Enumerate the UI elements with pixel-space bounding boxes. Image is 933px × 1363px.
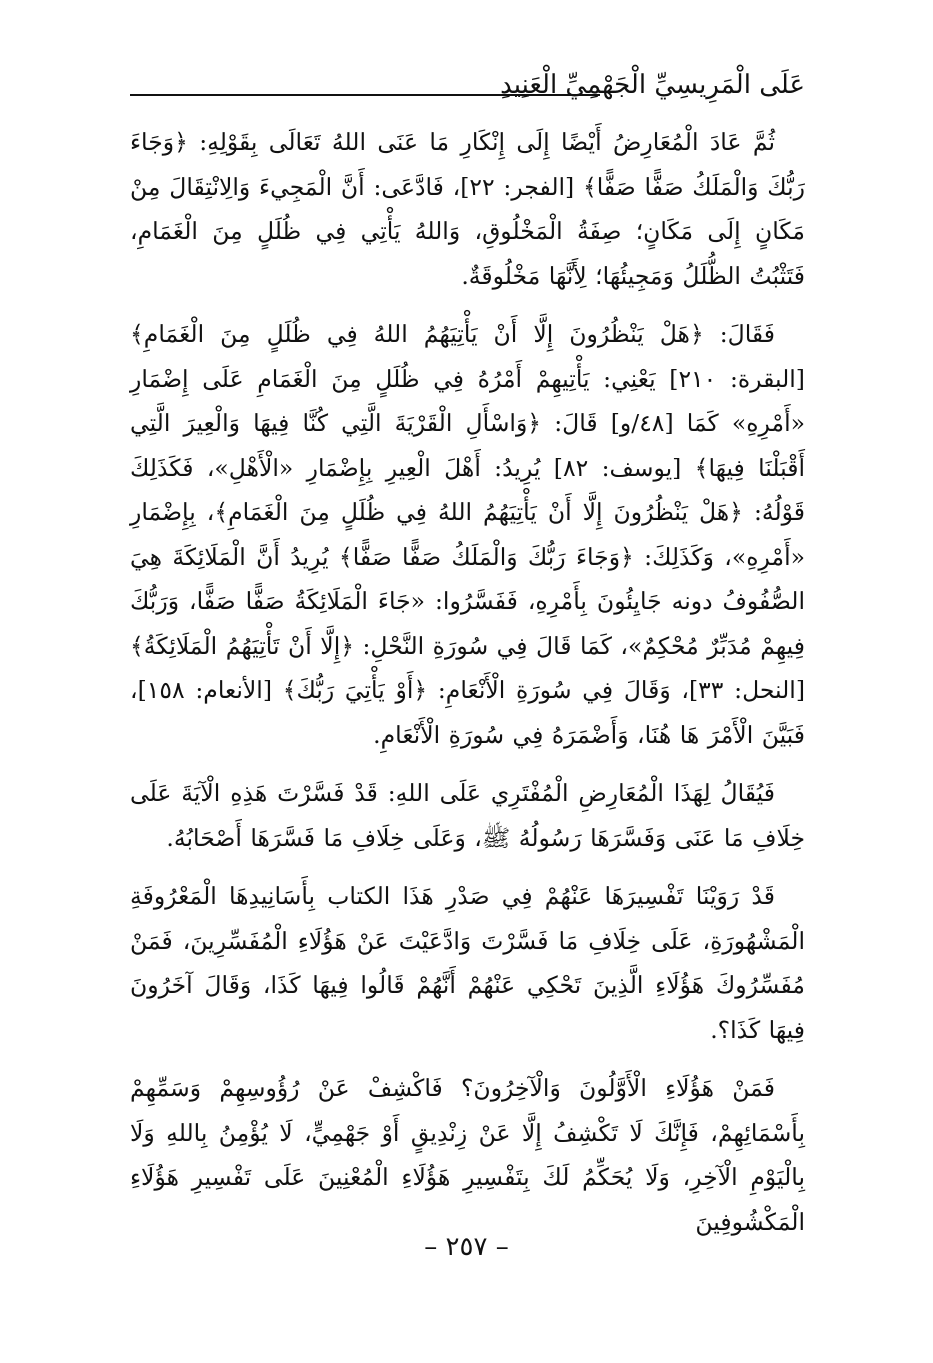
header-rule — [130, 94, 600, 96]
running-header — [130, 66, 805, 106]
paragraph-2: فَقَالَ: ﴿هَلْ يَنْظُرُونَ إِلَّا أَنْ يَأْتِيَهُمُ اللهُ فِي ظُلَلٍ مِنَ الْغَمَامِ﴾ [البقرة: ٢١٠] يَعْنِي: يَأْتِيهِمْ أَمْرُهُ فِي ظُلَلٍ مِنَ الْغَمَامِ عَلَى إِضْمَارِ «أَمْرِهِ» كَمَا [٤٨/و] قَالَ: ﴿وَاسْأَلِ الْقَرْيَةَ الَّتِي كُنَّا فِيهَا وَالْعِيرَ الَّتِي أَقْبَلْنَا فِيهَا﴾ [يوسف: ٨٢] يُرِيدُ: أَهْلَ الْعِيرِ بِإِضْمَارِ «الْأَهْلِ»، فَكَذَلِكَ قَوْلُهُ: ﴿هَلْ يَنْظُرُونَ إِلَّا أَنْ يَأْتِيَهُمُ اللهُ فِي ظُلَلٍ مِنَ الْغَمَامِ﴾، بِإِضْمَارِ «أَمْرِهِ»، وَكَذَلِكَ: ﴿وَجَاءَ رَبُّكَ وَالْمَلَكُ صَفًّا صَفًّا﴾ يُرِيدُ أَنَّ الْمَلَائِكَةَ هِيَ الصُّفُوفُ دونه جَايِئُونَ بِأَمْرِهِ، فَفَسَّرُوا: «جَاءَ الْمَلَائِكَةُ صَفًّا صَفًّا، وَرَبُّكَ فِيهِمْ مُدَبِّرٌ مُحْكِمٌ»، كَمَا قَالَ فِي سُورَةِ النَّحْلِ: ﴿إِلَّا أَنْ تَأْتِيَهُمُ الْمَلَائِكَةُ﴾ [النحل: ٣٣]، وَقَالَ فِي سُورَةِ الْأَنْعَامِ: ﴿أَوْ يَأْتِيَ رَبُّكَ﴾ [الأنعام: ١٥٨]، فَبَيَّنَ الْأَمْرَ هَا هُنَا، وَأَضْمَرَهُ فِي سُورَةِ الْأَنْعَامِ. — [130, 320, 805, 749]
paragraph-1: ثُمَّ عَادَ الْمُعَارِضُ أَيْضًا إِلَى إِنْكَارِ مَا عَنَى اللهُ تَعَالَى بِقَوْلِهِ: ﴿وَجَاءَ رَبُّكَ وَالْمَلَكُ صَفًّا صَفًّا﴾ [الفجر: ٢٢]، فَادَّعَى: أَنَّ الْمَجِيءَ وَالِانْتِقَالَ مِنْ مَكَانٍ إِلَى مَكَانٍ؛ صِفَةُ الْمَخْلُوقِ، وَاللهُ يَأْتِي فِي ظُلَلٍ مِنَ الْغَمَامِ، فَتَثْبُتُ الظُّلَلُ وَمَجِيئُهَا؛ لِأَنَّهَا مَخْلُوقَةٌ. — [130, 128, 805, 290]
paragraph-5: فَمَنْ هَؤُلَاءِ الْأَوَّلُونَ وَالْآخِرُونَ؟ فَاكْشِفْ عَنْ رُؤُوسِهِمْ وَسَمِّهِمْ بِأَسْمَائِهِمْ، فَإِنَّكَ لَا تَكْشِفُ إِلَّا عَنْ زِنْدِيقٍ أَوْ جَهْمِيٍّ، لَا يُؤْمِنُ بِاللهِ وَلَا بِالْيَوْمِ الْآخِرِ، وَلَا يُحَكِّمُ لَكَ بِتَفْسِيرِ هَؤُلَاءِ الْمُعْنِينَ عَلَى تَفْسِيرِ هَؤُلَاءِ الْمَكْشُوفِينَ — [130, 1074, 805, 1236]
paragraph-4: قَدْ رَوَيْنَا تَفْسِيرَهَا عَنْهُمْ فِي صَدْرِ هَذَا الكتاب بِأَسَانِيدِهَا الْمَعْرُوفَةِ الْمَشْهُورَةِ، عَلَى خِلَافِ مَا فَسَّرْتَ وَادَّعَيْتَ عَنْ هَؤُلَاءِ الْمُفَسِّرِينَ، فَمَنْ مُفَسِّرُوكَ هَؤُلَاءِ الَّذِينَ تَحْكِي عَنْهُمْ أَنَّهُمْ قَالُوا فِيهَا كَذَا، وَقَالَ آخَرُونَ فِيهَا كَذَا؟. — [130, 882, 805, 1044]
paragraph-3: فَيُقَالُ لِهَذَا الْمُعَارِضِ الْمُفْتَرِي عَلَى اللهِ: قَدْ فَسَّرْتَ هَذِهِ الْآيَةَ عَلَى خِلَافِ مَا عَنَى وَفَسَّرَهَا رَسُولُهُ ﷺ، وَعَلَى خِلَافِ مَا فَسَّرَهَا أَصْحَابُهُ. — [130, 779, 805, 852]
body-text — [130, 120, 805, 1258]
page-number: – ٢٥٧ – — [424, 1232, 509, 1262]
header-title: عَلَى الْمَرِيسِيِّ الْجَهْمِيِّ الْعَنِيدِ — [500, 70, 805, 100]
